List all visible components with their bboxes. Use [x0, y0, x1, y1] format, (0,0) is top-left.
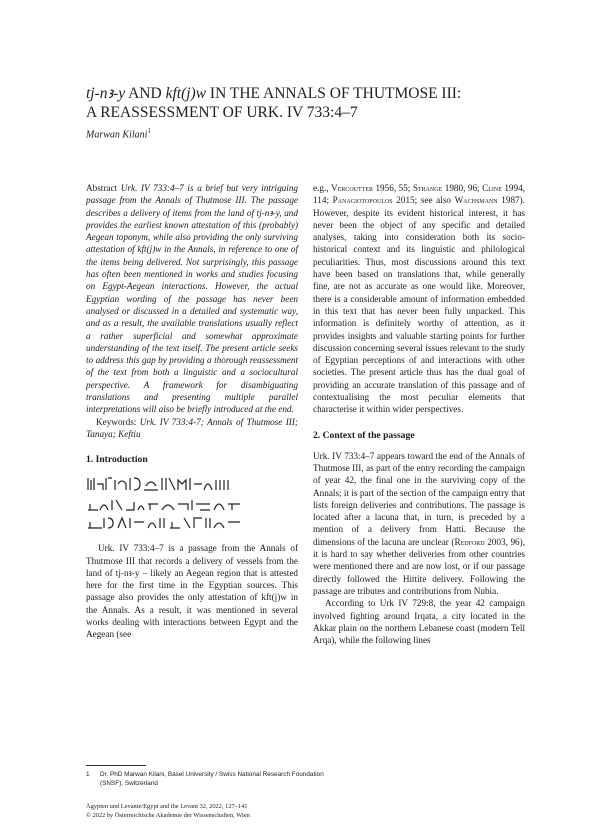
journal-citation: Ägypten und Levante/Egypt and the Levant 32, 2022, 127–141 — [86, 803, 248, 810]
footnote-divider — [86, 765, 146, 766]
continued-paragraph — [313, 182, 525, 416]
footnote — [86, 770, 326, 788]
abstract — [86, 182, 298, 416]
citation-redford[interactable]: Redford — [454, 536, 485, 547]
keywords-label: Keywords: — [96, 416, 140, 427]
context-text-a: Urk. IV 733:4–7 appears toward the end of the Annals of Thutmose III, as part of the entry recording the campaign of year 42, the final one in the surviving copy of the Annals; it is part of the section of the campaign entry that lists foreign deliveries and contributions. The passage is located after a lacuna that, in turn, is preceded by a mention of a delivery from Hatti. Because the dimensions of the lacuna are unclear ( — [313, 450, 525, 547]
section-2-heading: 2. Context of the passage — [313, 429, 415, 441]
hieroglyph-drawing — [86, 474, 246, 536]
author-name: Marwan Kilani — [86, 129, 148, 141]
abstract-text: Urk. IV 733:4–7 is a brief but very intriguing passage from the Annals of Thutmose III. The passage describes a delivery of items from the land of tj-nꜣ-y, and provides the earliest known attestation of this (probably) Aegean toponym, while also providing the only surviving attestation of kft(j)w in the Annals, in reference to one of the items being delivered. Not surprisingly, this passage has often been mentioned in works and studies focusing on Egypt-Aegean interactions. However, the actual Egyptian wording of the passage has never been analysed or discussed in a detailed and systematic way, and as a result, the available translations usually reflect a rather superficial and somewhat approximate understanding of the text itself. The present article seeks to address this gap by providing a thorough reassessment of the text from both a linguistic and a sociocultural perspective. A framework for disambiguating translations and presenting multiple parallel interpretations will also be briefly introduced at the end. — [86, 183, 299, 415]
footnote-text: Dr. PhD Marwan Kilani, Basel University / Swiss National Research Foundation (SNSF), Switzerland — [100, 771, 324, 787]
title-line2: A REASSESSMENT OF URK. IV 733:4–7 — [86, 104, 358, 121]
campaign-paragraph: According to Urk IV 729:8, the year 42 campaign involved fighting around Irqata, a city located in the Akkar plain on the northern Lebanese coast (modern Tell Arqa), while the following lines — [313, 598, 525, 646]
context-paragraph — [313, 450, 525, 598]
context-text-b: 2003, 96), it is hard to say whether deliveries from other countries were mentioned there and are now lost, or if our passage directly followed the Hittite delivery. Following the passage are tributes and contributions from Nubia. — [313, 536, 525, 596]
title-toponym-keftiu: kft(j)w — [165, 85, 207, 102]
title-line1-rest: IN THE ANNALS OF THUTMOSE III: — [206, 85, 462, 102]
keywords — [86, 416, 298, 441]
title-toponym-tjnay: tj-nꜣ-y — [86, 85, 126, 102]
section-1-heading: 1. Introduction — [86, 454, 148, 466]
author-footnote-mark[interactable]: 1 — [147, 127, 151, 135]
introduction-paragraph: Urk. IV 733:4–7 is a passage from the Annals of Thutmose III that records a delivery of vessels from the land of tj-nꜣ-y – likely an Aegean region that is attested here for the first time in the Egyptian sources. This passage also provides the only attestation of kft(j)w in the Annals. As a result, it was mentioned in several works dealing with interactions between Egypt and the Aegean (see — [86, 543, 298, 640]
text-a: e.g., — [313, 183, 332, 193]
citation-panagiotopoulos[interactable]: Panagiotopoulos — [332, 195, 393, 206]
text-b: 1956, 55; — [373, 183, 413, 193]
citation-wachsmann[interactable]: Wachsmann — [454, 195, 498, 206]
keywords-text: Urk. IV 733:4-7; Annals of Thutmose III; Tanaya; Keftiu — [86, 416, 298, 439]
author-line — [86, 127, 151, 140]
text-d: 1994, 114; — [313, 183, 526, 206]
citation-strange[interactable]: Strange — [412, 183, 443, 193]
citation-vercoutter[interactable]: Vercoutter — [331, 183, 373, 193]
hieroglyphic-transcription — [86, 474, 298, 536]
right-column — [313, 182, 525, 646]
text-f: 1987). However, despite its evident historical interest, it has never been the object of any specific and detailed analyses, taking into consideration both its socio-historical context and its linguistic and philological peculiarities. Thus, most discussions around this text have been based on translations that, while generally fine, are not as accurate as one would like. Moreover, there is a considerable amount of information embedded in this text that has never been fully unpacked. This information is definitely worthy of attention, as it provides insights and valuable starting points for further discussion concerning several issues relevant to the study of Egyptian perceptions of and interactions with other societies. The present article thus has the dual goal of providing an accurate translation of this passage and of contextualising the most peculiar elements that characterise it within wider perspectives. — [313, 195, 525, 415]
title-and: AND — [125, 85, 166, 102]
text-e: 2015; see also — [392, 195, 455, 206]
footnote-number: 1 — [86, 771, 90, 778]
page-footer — [86, 803, 386, 820]
left-column — [86, 182, 298, 641]
text-c: 1980, 96; — [442, 183, 483, 193]
citation-cline[interactable]: Cline — [482, 183, 502, 193]
article-title — [86, 84, 526, 122]
abstract-label: Abstract — [86, 183, 121, 193]
copyright-line: © 2022 by Österreichische Akademie der Wissenschaften, Wien — [86, 811, 250, 819]
